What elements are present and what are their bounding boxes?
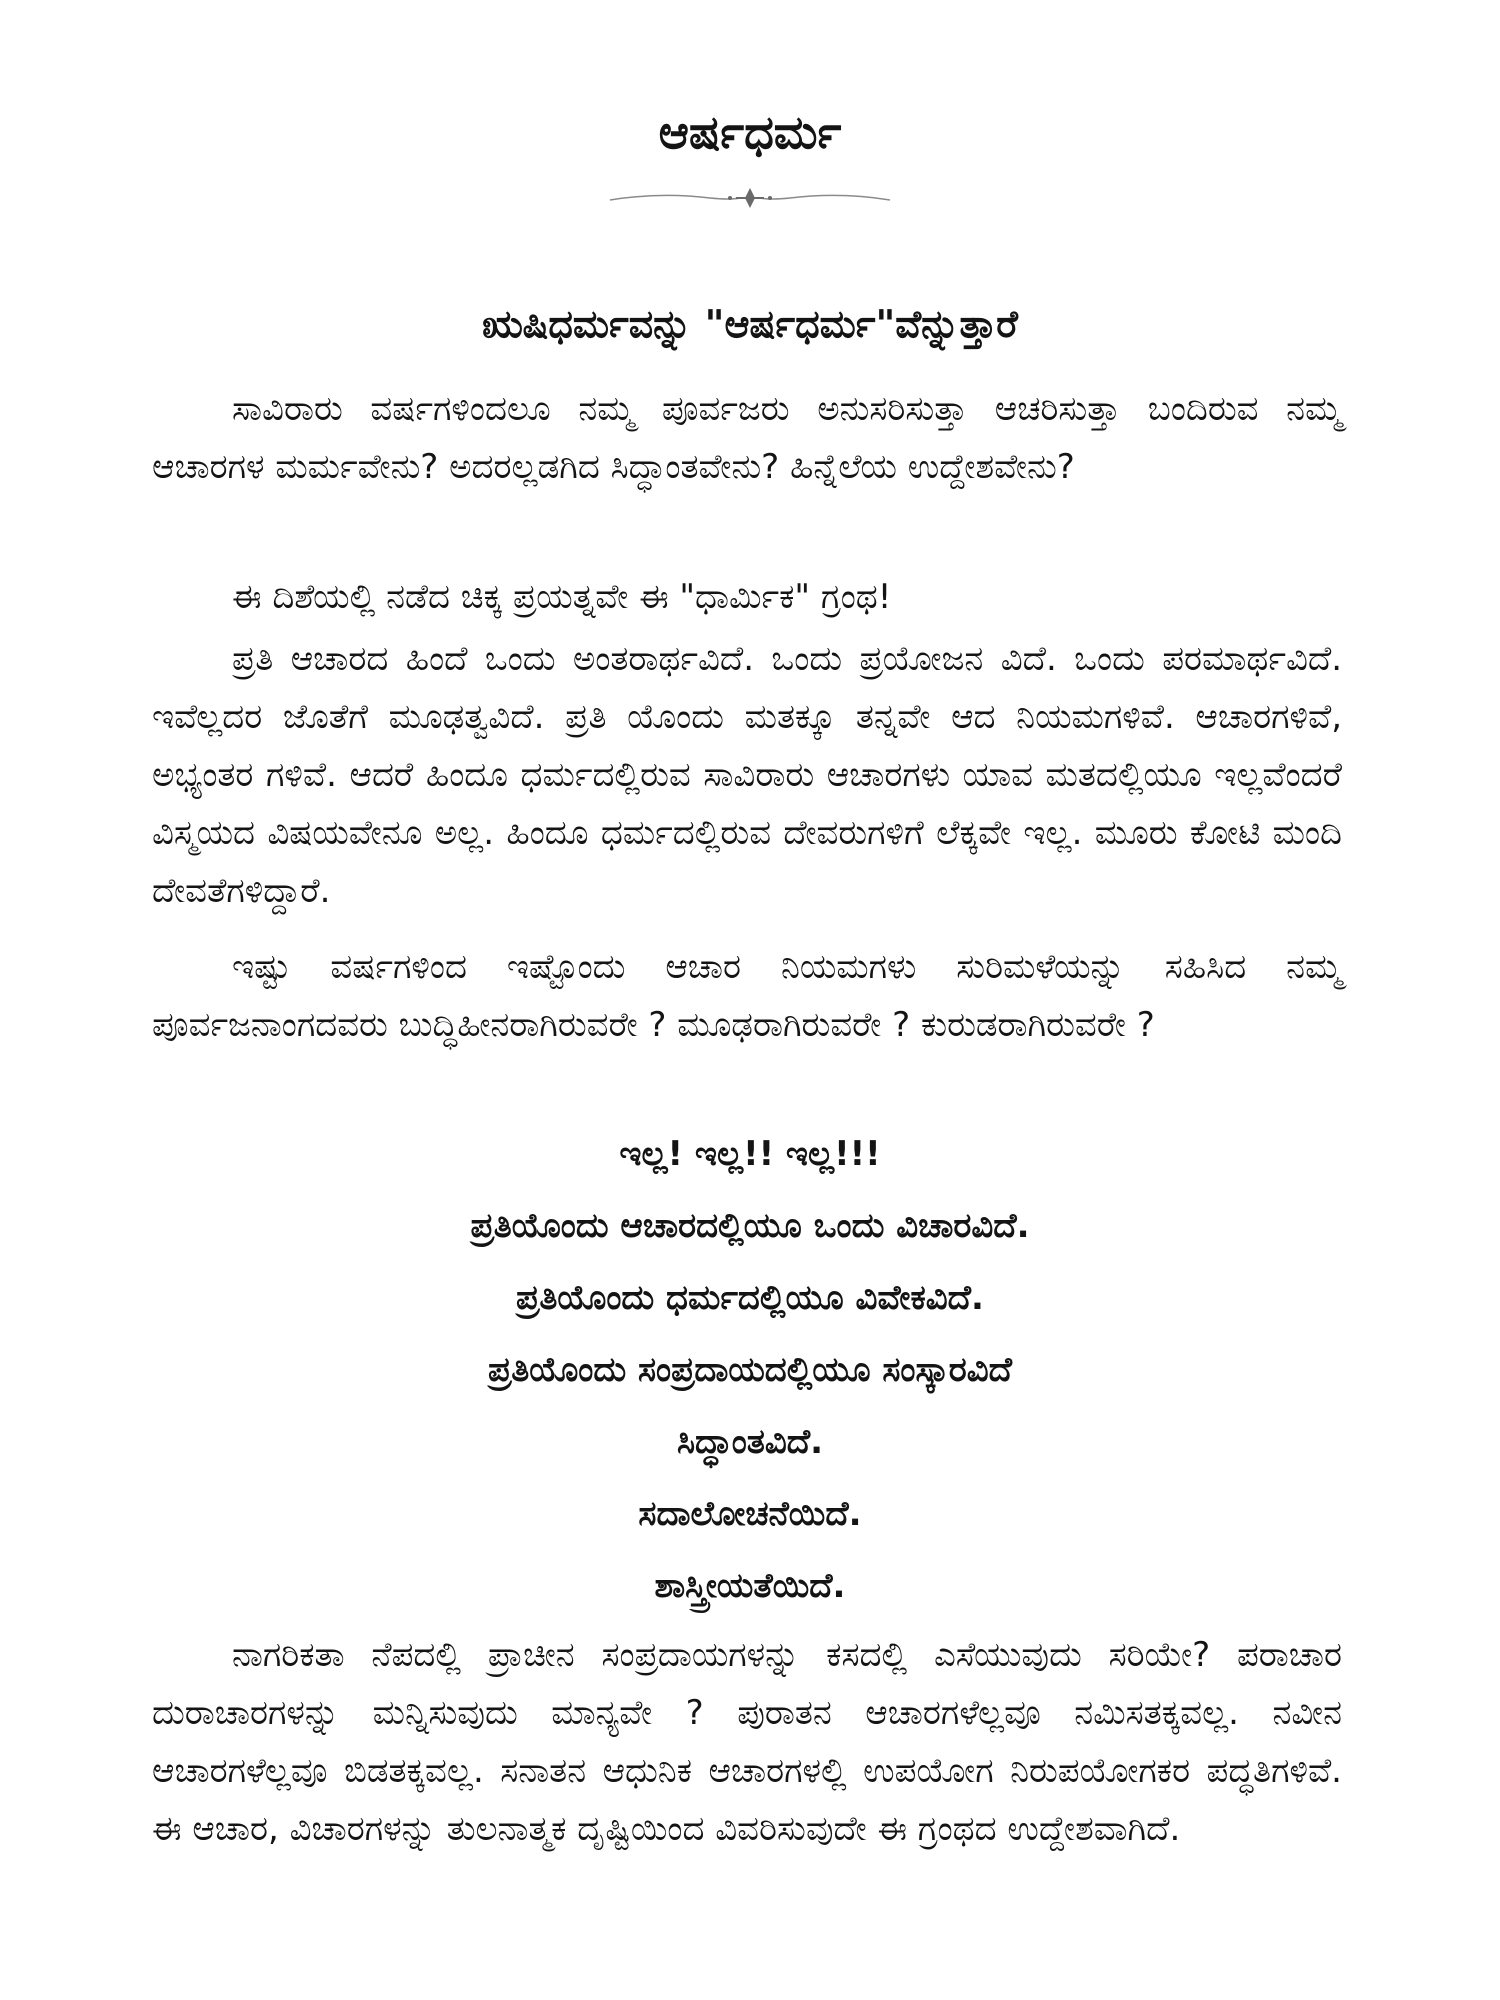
paragraph-purpose: ಈ ದಿಶೆಯಲ್ಲಿ ನಡೆದ ಚಿಕ್ಕ ಪ್ರಯತ್ನವೇ ಈ "ಧಾರ್ಮಿಕ" ಗ್ರಂಥ! — [232, 577, 892, 617]
page-title: ಆರ್ಷಧರ್ಮ — [658, 105, 842, 159]
ornament-divider — [600, 178, 900, 218]
emphasis-line: ಸದಾಲೋಚನೆಯಿದೆ. — [638, 1494, 862, 1534]
emphasis-line: ಶಾಸ್ತ್ರೀಯತೆಯಿದೆ. — [654, 1566, 846, 1606]
paragraph-meaning: ಪ್ರತಿ ಆಚಾರದ ಹಿಂದೆ ಒಂದು ಅಂತರಾರ್ಥವಿದೆ. ಒಂದು ಪ್ರಯೋಜನ ವಿದೆ. ಒಂದು ಪರಮಾರ್ಥವಿದೆ. ಇವೆಲ್ಲದರ ಜೊತೆಗೆ ಮೂಢತ್ವವಿದೆ. ಪ್ರತಿ ಯೊಂದು ಮತಕ್ಕೂ ತನ್ನವೇ ಆದ ನಿಯಮಗಳಿವೆ. ಆಚಾರಗಳಿವೆ, ಅಭ್ಯಂತರ ಗಳಿವೆ. ಆದರೆ ಹಿಂದೂ ಧರ್ಮದಲ್ಲಿರುವ ಸಾವಿರಾರು ಆಚಾರಗಳು ಯಾವ ಮತದಲ್ಲಿಯೂ ಇಲ್ಲವೆಂದರೆ ವಿಸ್ಮಯದ ವಿಷಯವೇನೂ ಅಲ್ಲ. ಹಿಂದೂ ಧರ್ಮದಲ್ಲಿರುವ ದೇವರುಗಳಿಗೆ ಲೆಕ್ಕವೇ ಇಲ್ಲ. ಮೂರು ಕೋಟಿ ಮಂದಿ ದೇವತೆಗಳಿದ್ದಾರೆ. — [152, 639, 1342, 911]
paragraph-intro: ಸಾವಿರಾರು ವರ್ಷಗಳಿಂದಲೂ ನಮ್ಮ ಪೂರ್ವಜರು ಅನುಸರಿಸುತ್ತಾ ಆಚರಿಸುತ್ತಾ ಬಂದಿರುವ ನಮ್ಮ ಆಚಾರಗಳ ಮರ್ಮವೇನು? ಅದರಲ್ಲಡಗಿದ ಸಿದ್ಧಾಂತವೇನು? ಹಿನ್ನೆಲೆಯ ಉದ್ದೇಶವೇನು? — [152, 389, 1342, 487]
emphasis-line: ಪ್ರತಿಯೊಂದು ಸಂಪ್ರದಾಯದಲ್ಲಿಯೂ ಸಂಸ್ಕಾರವಿದೆ — [487, 1350, 1013, 1390]
emphasis-line: ಪ್ರತಿಯೊಂದು ಆಚಾರದಲ್ಲಿಯೂ ಒಂದು ವಿಚಾರವಿದೆ. — [470, 1206, 1030, 1246]
paragraph-conclusion: ನಾಗರಿಕತಾ ನೆಪದಲ್ಲಿ ಪ್ರಾಚೀನ ಸಂಪ್ರದಾಯಗಳನ್ನು ಕಸದಲ್ಲಿ ಎಸೆಯುವುದು ಸರಿಯೇ? ಪರಾಚಾರ ದುರಾಚಾರಗಳನ್ನು ಮನ್ನಿಸುವುದು ಮಾನ್ಯವೇ ? ಪುರಾತನ ಆಚಾರಗಳೆಲ್ಲವೂ ನಮಿಸತಕ್ಕವಲ್ಲ. ನವೀನ ಆಚಾರಗಳೆಲ್ಲವೂ ಬಿಡತಕ್ಕವಲ್ಲ. ಸನಾತನ ಆಧುನಿಕ ಆಚಾರಗಳಲ್ಲಿ ಉಪಯೋಗ ನಿರುಪಯೋಗಕರ ಪದ್ಧತಿಗಳಿವೆ. ಈ ಆಚಾರ, ವಿಚಾರಗಳನ್ನು ತುಲನಾತ್ಮಕ ದೃಷ್ಟಿಯಿಂದ ವಿವರಿಸುವುದೇ ಈ ಗ್ರಂಥದ ಉದ್ದೇಶವಾಗಿದೆ. — [152, 1635, 1342, 1849]
section-heading: ಋಷಿಧರ್ಮವನ್ನು "ಆರ್ಷಧರ್ಮ"ವೆನ್ನುತ್ತಾರೆ — [482, 302, 1018, 346]
emphasis-line: ಇಲ್ಲ! ಇಲ್ಲ!! ಇಲ್ಲ!!! — [619, 1134, 881, 1174]
paragraph-question: ಇಷ್ಟು ವರ್ಷಗಳಿಂದ ಇಷ್ಟೊಂದು ಆಚಾರ ನಿಯಮಗಳು ಸುರಿಮಳೆಯನ್ನು ಸಹಿಸಿದ ನಮ್ಮ ಪೂರ್ವಜನಾಂಗದವರು ಬುದ್ಧಿಹೀನರಾಗಿರುವರೇ ? ಮೂಢರಾಗಿರುವರೇ ? ಕುರುಡರಾಗಿರುವರೇ ? — [152, 947, 1342, 1045]
emphasis-block — [0, 1118, 1500, 1622]
emphasis-line: ಪ್ರತಿಯೊಂದು ಧರ್ಮದಲ್ಲಿಯೂ ವಿವೇಕವಿದೆ. — [516, 1278, 984, 1318]
emphasis-line: ಸಿದ್ಧಾಂತವಿದೆ. — [676, 1422, 824, 1462]
